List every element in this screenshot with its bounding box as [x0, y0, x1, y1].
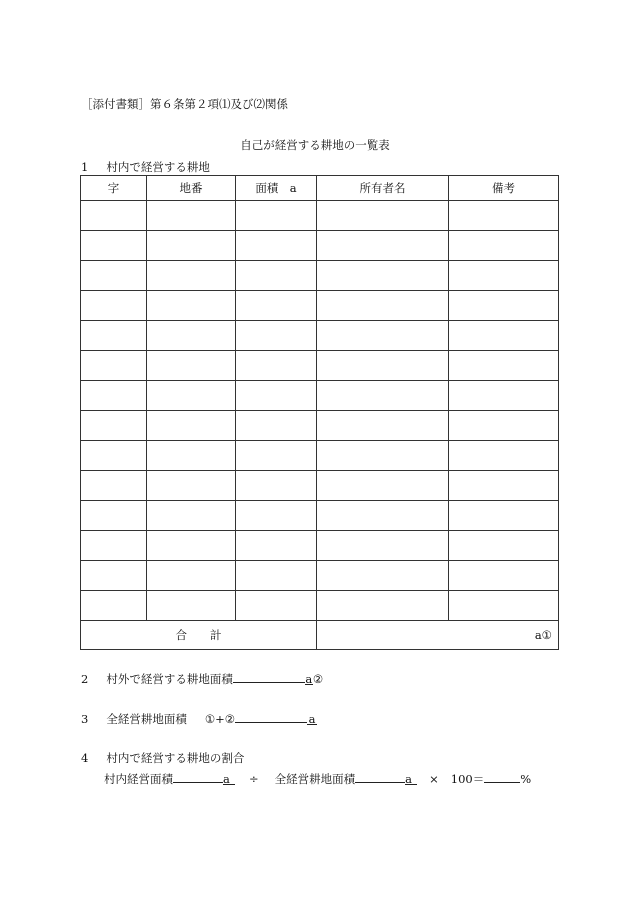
owner-cell[interactable]: [317, 561, 449, 591]
outside-area-blank[interactable]: [233, 670, 305, 683]
chiban-cell[interactable]: [147, 441, 236, 471]
remarks-cell[interactable]: [449, 471, 559, 501]
area-cell[interactable]: [236, 261, 317, 291]
table-row: [81, 321, 559, 351]
chiban-cell[interactable]: [147, 531, 236, 561]
aza-cell[interactable]: [81, 321, 147, 351]
table-row: [81, 501, 559, 531]
section-4-label: 村内で経営する耕地の割合: [106, 751, 245, 765]
chiban-cell[interactable]: [147, 471, 236, 501]
owner-cell[interactable]: [317, 531, 449, 561]
village-area-unit: a: [223, 772, 235, 785]
table-row: [81, 291, 559, 321]
village-area-label: 村内経営面積: [104, 772, 173, 786]
owner-cell[interactable]: [317, 201, 449, 231]
section-1-number: 1: [81, 160, 89, 174]
total-label: 合 計: [81, 621, 317, 650]
remarks-cell[interactable]: [449, 291, 559, 321]
total-area-blank[interactable]: [235, 710, 307, 723]
owner-cell[interactable]: [317, 321, 449, 351]
table-row: [81, 441, 559, 471]
farmland-table: [80, 175, 559, 650]
total-area-label: 全経営耕地面積: [274, 772, 356, 786]
table-row: [81, 351, 559, 381]
header-aza: 字: [81, 176, 147, 201]
chiban-cell[interactable]: [147, 261, 236, 291]
area-cell[interactable]: [236, 531, 317, 561]
remarks-cell[interactable]: [449, 321, 559, 351]
owner-cell[interactable]: [317, 231, 449, 261]
table-row: [81, 561, 559, 591]
section-3-formula: ①+②: [204, 712, 236, 726]
remarks-cell[interactable]: [449, 381, 559, 411]
chiban-cell[interactable]: [147, 561, 236, 591]
total-row: [81, 621, 559, 650]
aza-cell[interactable]: [81, 471, 147, 501]
remarks-cell[interactable]: [449, 591, 559, 621]
header-remarks: 備考: [449, 176, 559, 201]
area-cell[interactable]: [236, 351, 317, 381]
section-2: [81, 670, 323, 687]
aza-cell[interactable]: [81, 381, 147, 411]
aza-cell[interactable]: [81, 231, 147, 261]
total-value[interactable]: a①: [317, 621, 559, 650]
section-4-heading: [81, 750, 244, 766]
aza-cell[interactable]: [81, 501, 147, 531]
aza-cell[interactable]: [81, 561, 147, 591]
owner-cell[interactable]: [317, 441, 449, 471]
aza-cell[interactable]: [81, 411, 147, 441]
remarks-cell[interactable]: [449, 441, 559, 471]
chiban-cell[interactable]: [147, 291, 236, 321]
area-cell[interactable]: [236, 501, 317, 531]
area-cell[interactable]: [236, 591, 317, 621]
area-cell[interactable]: [236, 321, 317, 351]
chiban-cell[interactable]: [147, 591, 236, 621]
table-row: [81, 201, 559, 231]
table-row: [81, 381, 559, 411]
section-4-number: 4: [81, 751, 89, 765]
section-2-unit: a: [305, 672, 313, 686]
header-owner: 所有者名: [317, 176, 449, 201]
owner-cell[interactable]: [317, 591, 449, 621]
area-cell[interactable]: [236, 411, 317, 441]
aza-cell[interactable]: [81, 531, 147, 561]
percent-sign: %: [520, 772, 532, 786]
remarks-cell[interactable]: [449, 351, 559, 381]
chiban-cell[interactable]: [147, 501, 236, 531]
total-area-input-blank[interactable]: [355, 770, 405, 783]
aza-cell[interactable]: [81, 201, 147, 231]
area-cell[interactable]: [236, 471, 317, 501]
chiban-cell[interactable]: [147, 201, 236, 231]
header-chiban: 地番: [147, 176, 236, 201]
owner-cell[interactable]: [317, 411, 449, 441]
section-2-number: 2: [81, 672, 89, 686]
remarks-cell[interactable]: [449, 531, 559, 561]
document-title: 自己が経営する耕地の一覧表: [240, 138, 390, 152]
area-cell[interactable]: [236, 441, 317, 471]
owner-cell[interactable]: [317, 471, 449, 501]
section-3-number: 3: [81, 712, 89, 726]
percent-blank[interactable]: [484, 770, 520, 783]
remarks-cell[interactable]: [449, 201, 559, 231]
area-cell[interactable]: [236, 291, 317, 321]
section-2-mark: ②: [312, 672, 324, 686]
times-sign: ×: [429, 772, 439, 786]
table-header-row: [81, 176, 559, 201]
owner-cell[interactable]: [317, 291, 449, 321]
owner-cell[interactable]: [317, 351, 449, 381]
owner-cell[interactable]: [317, 381, 449, 411]
chiban-cell[interactable]: [147, 411, 236, 441]
remarks-cell[interactable]: [449, 561, 559, 591]
divide-sign: ÷: [249, 772, 259, 786]
chiban-cell[interactable]: [147, 321, 236, 351]
area-cell[interactable]: [236, 201, 317, 231]
table-row: [81, 531, 559, 561]
section-1-label: 村内で経営する耕地: [106, 160, 210, 174]
area-cell[interactable]: [236, 381, 317, 411]
aza-cell[interactable]: [81, 291, 147, 321]
section-3-label: 全経営耕地面積: [106, 712, 187, 726]
section-1-heading: [81, 159, 210, 175]
aza-cell[interactable]: [81, 591, 147, 621]
chiban-cell[interactable]: [147, 351, 236, 381]
area-cell[interactable]: [236, 231, 317, 261]
aza-cell[interactable]: [81, 351, 147, 381]
table-row: [81, 261, 559, 291]
aza-cell[interactable]: [81, 261, 147, 291]
table-row: [81, 471, 559, 501]
table-row: [81, 591, 559, 621]
owner-cell[interactable]: [317, 261, 449, 291]
table-row: [81, 411, 559, 441]
total-area-unit: a: [405, 772, 417, 785]
owner-cell[interactable]: [317, 501, 449, 531]
hundred-equals: 100＝: [450, 772, 485, 786]
chiban-cell[interactable]: [147, 381, 236, 411]
section-4-formula: [104, 770, 531, 787]
table-row: [81, 231, 559, 261]
remarks-cell[interactable]: [449, 231, 559, 261]
attachment-header: ［添付書類］第６条第２項⑴及び⑵関係: [81, 97, 288, 111]
section-3: [81, 710, 317, 727]
section-2-label: 村外で経営する耕地面積: [106, 672, 233, 686]
remarks-cell[interactable]: [449, 501, 559, 531]
village-area-blank[interactable]: [173, 770, 223, 783]
area-cell[interactable]: [236, 561, 317, 591]
aza-cell[interactable]: [81, 441, 147, 471]
remarks-cell[interactable]: [449, 411, 559, 441]
header-area: 面積 a: [236, 176, 317, 201]
remarks-cell[interactable]: [449, 261, 559, 291]
chiban-cell[interactable]: [147, 231, 236, 261]
section-3-unit: a: [308, 712, 316, 726]
